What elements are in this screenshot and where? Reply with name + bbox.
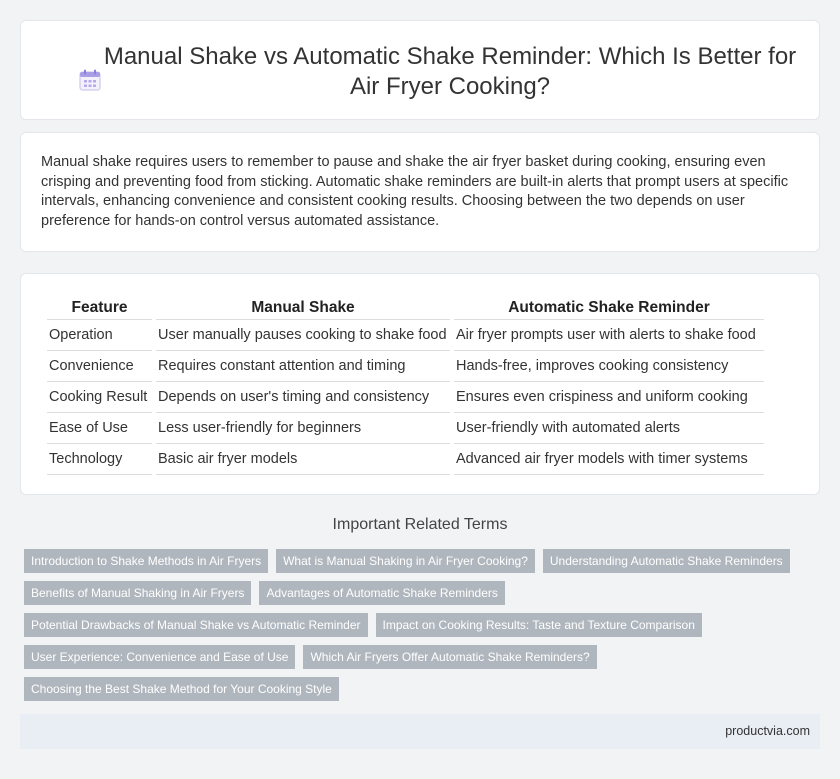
table-cell: Advanced air fryer models with timer systems — [454, 444, 764, 475]
site-link[interactable]: productvia.com — [725, 724, 810, 738]
comparison-table-card — [20, 273, 820, 495]
table-row — [47, 413, 764, 444]
table-cell: Depends on user's timing and consistency — [156, 382, 450, 413]
related-tags-row — [24, 645, 605, 669]
table-cell: Convenience — [47, 351, 152, 382]
related-tag[interactable]: Potential Drawbacks of Manual Shake vs Automatic Reminder — [24, 613, 368, 637]
comparison-table — [43, 294, 768, 475]
table-cell: Ease of Use — [47, 413, 152, 444]
table-cell: Hands-free, improves cooking consistency — [454, 351, 764, 382]
column-header-automatic-shake-reminder: Automatic Shake Reminder — [454, 294, 764, 320]
related-tags-row — [24, 581, 513, 605]
column-header-feature: Feature — [47, 294, 152, 320]
footer — [20, 714, 820, 749]
page-title: Manual Shake vs Automatic Shake Reminder: Which Is Better for Air Fryer Cooking? — [103, 43, 797, 100]
related-terms-heading: Important Related Terms — [332, 516, 508, 533]
table-cell: Ensures even crispiness and uniform cooking — [454, 382, 764, 413]
table-cell: Technology — [47, 444, 152, 475]
table-cell: Basic air fryer models — [156, 444, 450, 475]
related-tag[interactable]: Impact on Cooking Results: Taste and Texture Comparison — [376, 613, 702, 637]
related-tags-row — [24, 613, 710, 637]
related-tag[interactable]: User Experience: Convenience and Ease of Use — [24, 645, 295, 669]
related-tags-row — [24, 677, 347, 701]
related-tag[interactable]: Choosing the Best Shake Method for Your Cooking Style — [24, 677, 339, 701]
table-cell: Cooking Result — [47, 382, 152, 413]
related-tag[interactable]: Advantages of Automatic Shake Reminders — [259, 581, 504, 605]
intro-paragraph: Manual shake requires users to remember to pause and shake the air fryer basket during cooking, ensuring even crisping and preventing food from sticking. Automatic shake reminders are built-in alerts that prompt users at specific intervals, enhancing convenience and consistent cooking results. Choosing between the two depends on user preference for hands-on control versus automated assistance. — [41, 154, 789, 229]
related-tag[interactable]: Introduction to Shake Methods in Air Fryers — [24, 549, 268, 573]
table-cell: Requires constant attention and timing — [156, 351, 450, 382]
related-tag[interactable]: Benefits of Manual Shaking in Air Fryers — [24, 581, 251, 605]
calendar-icon — [79, 69, 101, 91]
related-tag[interactable]: What is Manual Shaking in Air Fryer Cooking? — [276, 549, 535, 573]
column-header-manual-shake: Manual Shake — [156, 294, 450, 320]
related-tag[interactable]: Which Air Fryers Offer Automatic Shake Reminders? — [303, 645, 596, 669]
intro-card — [20, 132, 820, 252]
table-header-row — [47, 294, 764, 320]
table-cell: Operation — [47, 320, 152, 351]
related-tags-row — [24, 549, 798, 573]
table-row — [47, 351, 764, 382]
table-row — [47, 320, 764, 351]
table-cell: Less user-friendly for beginners — [156, 413, 450, 444]
table-cell: User manually pauses cooking to shake food — [156, 320, 450, 351]
table-cell: Air fryer prompts user with alerts to shake food — [454, 320, 764, 351]
related-tag[interactable]: Understanding Automatic Shake Reminders — [543, 549, 790, 573]
table-cell: User-friendly with automated alerts — [454, 413, 764, 444]
table-row — [47, 444, 764, 475]
table-row — [47, 382, 764, 413]
